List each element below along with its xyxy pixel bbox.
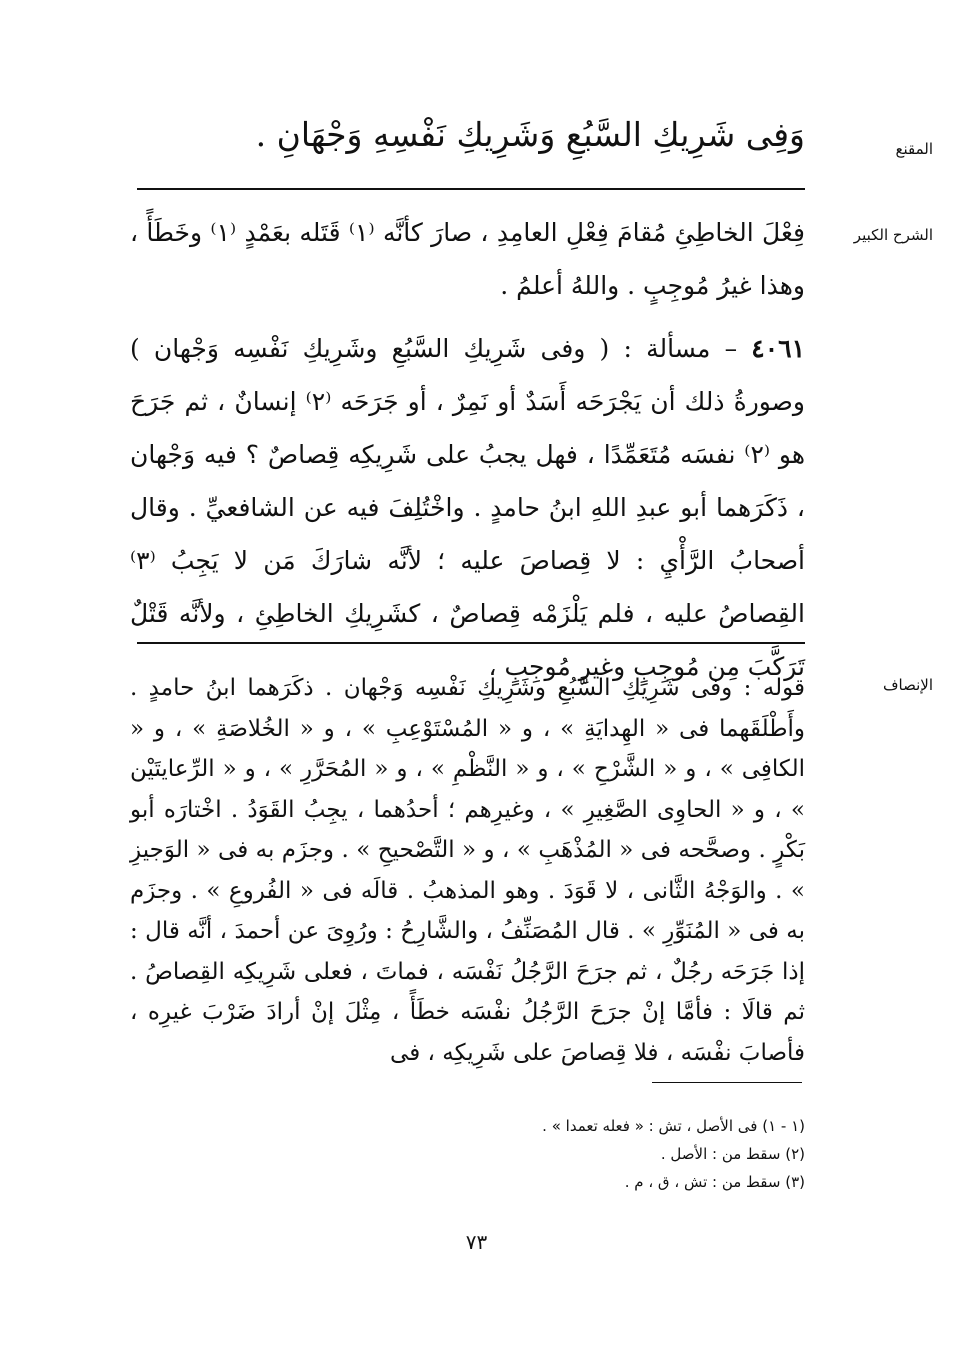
insaf-text: قوله : وفى شَرِيكِ السَّبُعِ وشَرِيكِ نَفْسِه وَجْهان . ذكَرَهما ابنُ حامدٍ . وأَطْلَقَهما فى « الهِدايَةِ » ، و « المُسْتَوْعِبِ » ، و « الخُلاصَةِ » ، و « الكافِى » ، و « الشَّرْحِ » ، و « النَّظْمِ » ، و « المُحَرَّرِ » ، و « الرِّعايتَيْن » ، و « الحاوِى الصَّغِيرِ » ، وغيرِهم ؛ أحدُهما ، يجِبُ القَوَدُ . اخْتارَه أبو بَكْرٍ . وصحَّحه فى « المُذْهَبِ » ، و « التَّصْحيحِ » . وجزَم به فى « الوَجيزِ » . والوَجْهُ الثَّانى ، لا قَوَدَ . وهو المذهبُ . قالَه فى « الفُروعِ » . وجزَم به فى « المُنَوِّرِ » . قال المُصَنِّفُ ، والشَّارِحُ : ورُوِىَ عن أحمدَ ، أنَّه قال : إذا جَرَحَه رجُلٌ ، ثم جرَحَ الرَّجُلُ نَفْسَه ، فماتَ ، فعلى شَرِيكِه القِصاصُ . ثم قالَا : فأمَّا إنْ جرَحَ الرَّجُلُ نفْسَه خطَأً ، مِثْلَ إنْ أرادَ ضَرْبَ غيرِه ، فأصابَ نفْسَه ، فلا قِصاصَ على شَرِيكِه ، فى xyxy=(130,675,805,1066)
footnote: (٣) سقط من : تش ، ق ، م . xyxy=(624,1173,805,1191)
muqni-text: وَفِى شَرِيكِ السَّبُعِ وَشَرِيكِ نَفْسِهِ وَجْهَانِ . xyxy=(255,115,805,154)
section-divider xyxy=(137,188,805,190)
margin-label-muqni: المقنع xyxy=(895,140,933,158)
footnotes xyxy=(200,1112,805,1196)
margin-label-sharh: الشرح الكبير xyxy=(853,226,933,244)
page-number: ٧٣ xyxy=(465,1230,488,1254)
footnote-divider xyxy=(652,1082,802,1083)
sharh-section xyxy=(130,206,805,693)
masala-text: – مسألة : ( وفى شَرِيكِ السَّبُعِ وشَرِيكِ نَفْسِه وَجْهان ) وصورةُ ذلك أن يَجْرَحَه أَسَدٌ أو نَمِرٌ ، أو جَرَحَه ⁽٢⁾ إنسانٌ ، ثم جَرَحَ هو ⁽٢⁾ نفسَه مُتَعَمِّدًا ، فهل يجبُ على شَرِيكِه قِصاصٌ ؟ فيه وَجْهان ، ذَكَرَهما أبو عبدِ اللهِ ابنُ حامدٍ . واخْتُلِفَ فيه عن الشافعيِّ . وقال أصحابُ الرَّأْيِ : لا قِصاصَ عليه ؛ لأنَّه شارَكَ مَن لا يَجِبُ ⁽٣⁾ القِصاصُ عليه ، فلم يَلْزَمْه قِصاصٌ ، كشَرِيكِ الخاطِئِ ، ولأنَّه قَتْلٌ تَرَكَّبَ مِن مُوجِبٍ وغيرِ مُوجِبٍ ، xyxy=(130,334,805,681)
footnote: (١ - ١) فى الأصل ، تش : « فعله تعمدا » . xyxy=(542,1117,805,1135)
section-divider xyxy=(137,642,805,644)
masala-number: ٤٠٦١ xyxy=(751,334,805,363)
margin-label-insaf: الإنصاف xyxy=(882,676,933,694)
footnote: (٢) سقط من : الأصل . xyxy=(660,1145,805,1163)
sharh-paragraph: فِعْلَ الخاطِئِ مُقامَ فِعْلِ العامِدِ ، صارَ كأنَّه ⁽١⁾ قَتَله بعَمْدٍ ⁽١⁾ وخَطَأً ، وهذا غيرُ مُوجِبٍ . واللهُ أعلمُ . xyxy=(130,218,805,300)
sharh-paragraph xyxy=(130,322,805,693)
